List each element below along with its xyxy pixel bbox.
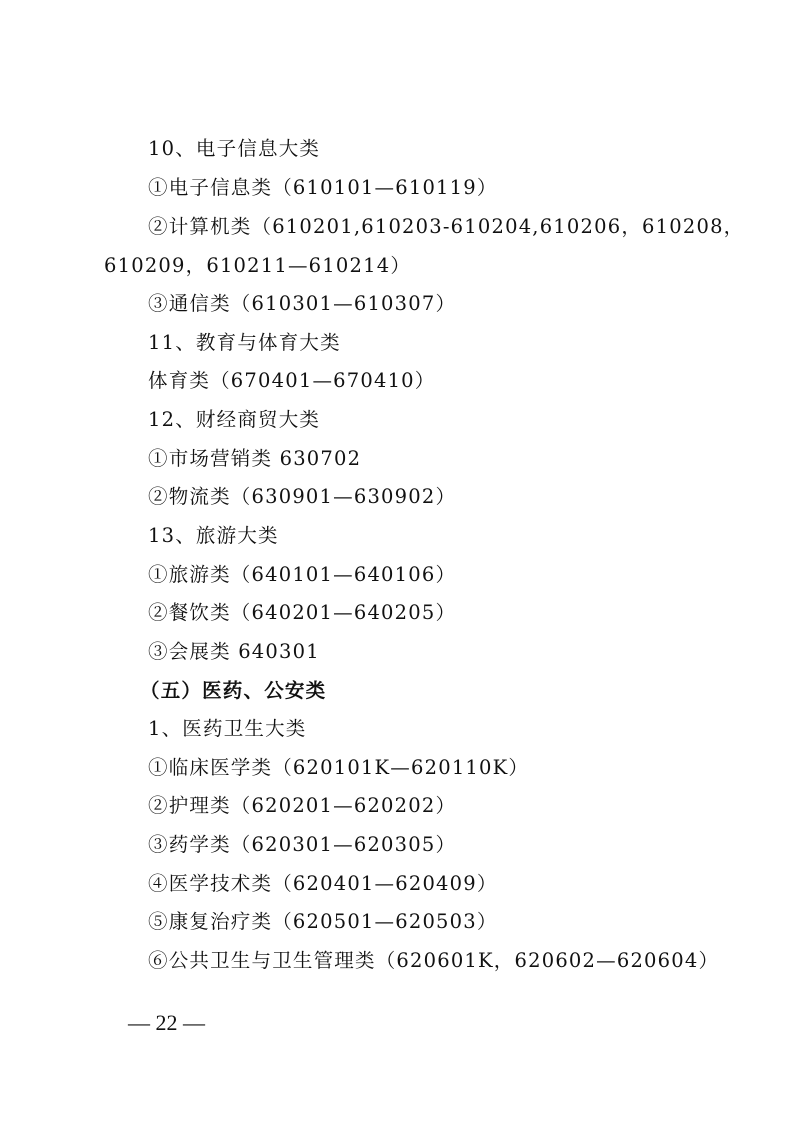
- item-computer-continued: 610209，610211—610214）: [104, 254, 412, 277]
- item-nursing: ②护理类（620201—620202）: [148, 794, 457, 817]
- item-tourism: ①旅游类（640101—640106）: [148, 563, 457, 586]
- heading-finance-trade: 12、财经商贸大类: [148, 408, 321, 431]
- heading-education-sports: 11、教育与体育大类: [148, 331, 341, 354]
- item-electronic-info: ①电子信息类（610101—610119）: [148, 176, 498, 199]
- item-exhibition: ③会展类 640301: [148, 640, 320, 663]
- section-heading-medicine-police: （五）医药、公安类: [140, 679, 327, 702]
- item-communication: ③通信类（610301—610307）: [148, 292, 457, 315]
- item-marketing: ①市场营销类 630702: [148, 447, 362, 470]
- item-clinical-medicine: ①临床医学类（620101K—620110K）: [148, 756, 530, 779]
- item-catering: ②餐饮类（640201—640205）: [148, 601, 457, 624]
- heading-medicine-health: 1、医药卫生大类: [148, 717, 307, 740]
- heading-electronic-info: 10、电子信息大类: [148, 137, 321, 160]
- item-rehabilitation: ⑤康复治疗类（620501—620503）: [148, 910, 498, 933]
- item-public-health: ⑥公共卫生与卫生管理类（620601K，620602—620604）: [148, 949, 720, 972]
- item-logistics: ②物流类（630901—630902）: [148, 485, 457, 508]
- item-pharmacy: ③药学类（620301—620305）: [148, 833, 457, 856]
- heading-tourism: 13、旅游大类: [148, 524, 279, 547]
- item-medical-technology: ④医学技术类（620401—620409）: [148, 872, 498, 895]
- item-computer: ②计算机类（610201,610203-610204,610206，610208，: [148, 215, 745, 238]
- page-number: — 22 —: [128, 1010, 205, 1035]
- item-sports: 体育类（670401—670410）: [148, 369, 436, 392]
